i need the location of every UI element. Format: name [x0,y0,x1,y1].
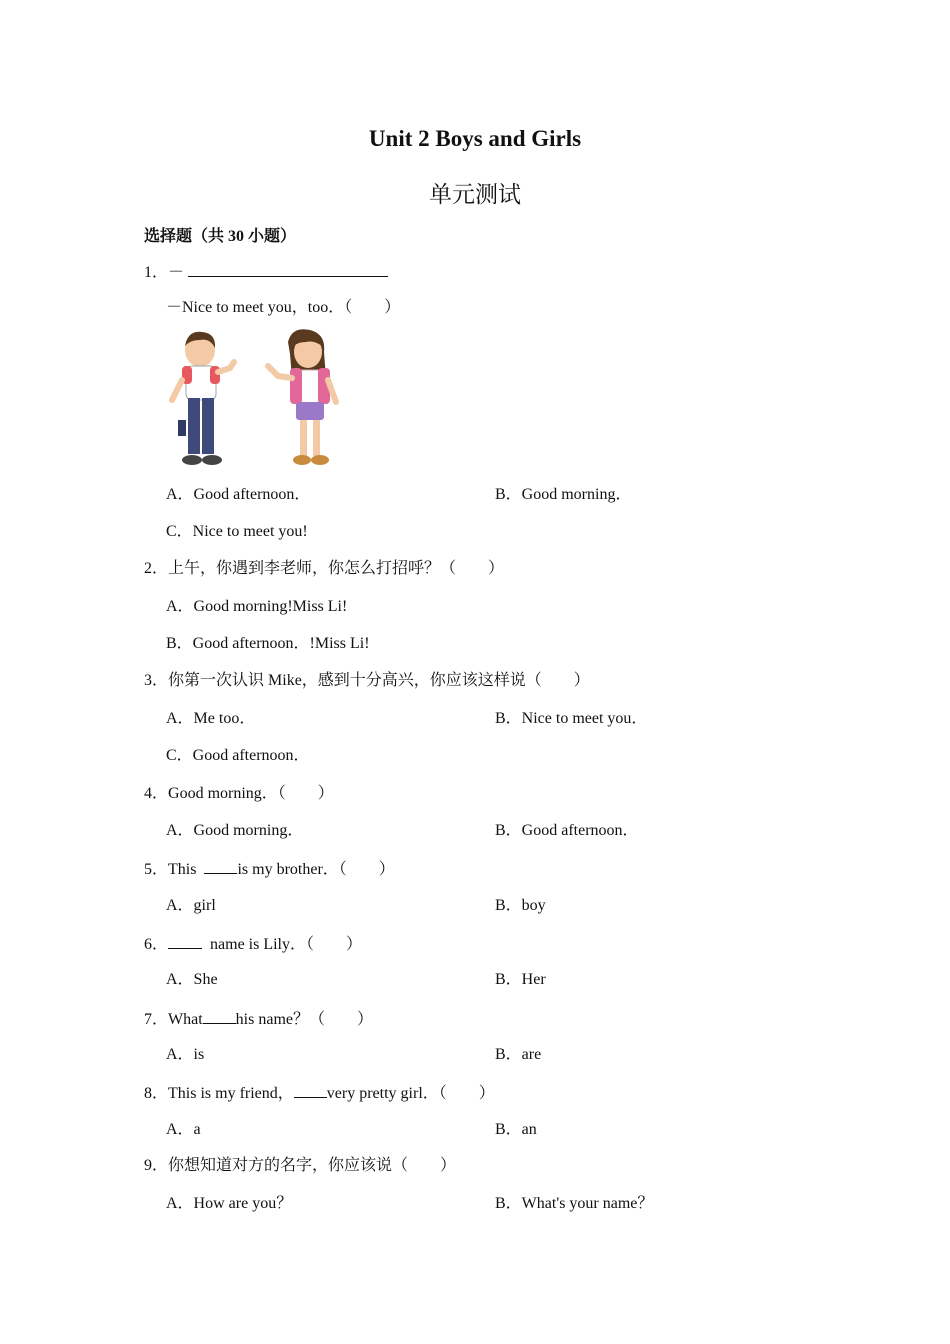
option-a[interactable]: A．is [166,1046,205,1063]
question-9: 9．你想知道对方的名字，你应该说（ ） [144,1157,457,1174]
option-b[interactable]: B．What's your name？ [495,1195,654,1212]
option-a[interactable]: A．Good afternoon． [166,486,311,503]
question-8: 8．This is my friend， very pretty girl．（ ） [144,1082,495,1104]
option-a[interactable]: A．girl [166,897,216,914]
question-4: 4．Good morning．（ ） [144,785,334,802]
question-1-reply: －Nice to meet you，too．（ ） [166,299,401,316]
question-1: 1．－ [144,261,388,283]
boy-and-girl-illustration [160,328,350,473]
option-a[interactable]: A．She [166,971,218,988]
option-c[interactable]: C．Good afternoon． [166,747,310,764]
option-b[interactable]: B．Good afternoon．!Miss Li! [166,635,370,652]
option-b[interactable]: B．Her [495,971,546,988]
question-6: 6． name is Lily．（ ） [144,933,362,955]
option-b[interactable]: B．are [495,1046,542,1063]
answer-blank [168,933,202,949]
option-b[interactable]: B．an [495,1121,537,1138]
page-subtitle: 单元测试 [429,182,521,207]
boy-figure [172,332,234,465]
option-a[interactable]: A．How are you？ [166,1195,293,1212]
option-b[interactable]: B．boy [495,897,546,914]
answer-blank [203,1008,236,1024]
option-a[interactable]: A．a [166,1121,201,1138]
option-a[interactable]: A．Good morning． [166,822,304,839]
option-b[interactable]: B．Good morning． [495,486,632,503]
option-c[interactable]: C．Nice to meet you! [166,523,308,540]
answer-blank [294,1082,327,1098]
question-3: 3．你第一次认识 Mike，感到十分高兴，你应该这样说（ ） [144,672,590,689]
option-a[interactable]: A．Me too． [166,710,256,727]
section-heading: 选择题（共 30 小题） [144,228,297,245]
option-b[interactable]: B．Good afternoon． [495,822,639,839]
option-b[interactable]: B．Nice to meet you． [495,710,648,727]
question-7: 7．What his name？（ ） [144,1008,373,1030]
answer-blank [188,261,388,277]
answer-blank [204,858,237,874]
page-title: Unit 2 Boys and Girls [368,126,582,151]
question-2: 2．上午，你遇到李老师，你怎么打招呼？（ ） [144,560,505,577]
question-5: 5．This is my brother．（ ） [144,858,395,880]
option-a[interactable]: A．Good morning!Miss Li! [166,598,348,615]
girl-figure [268,329,336,465]
